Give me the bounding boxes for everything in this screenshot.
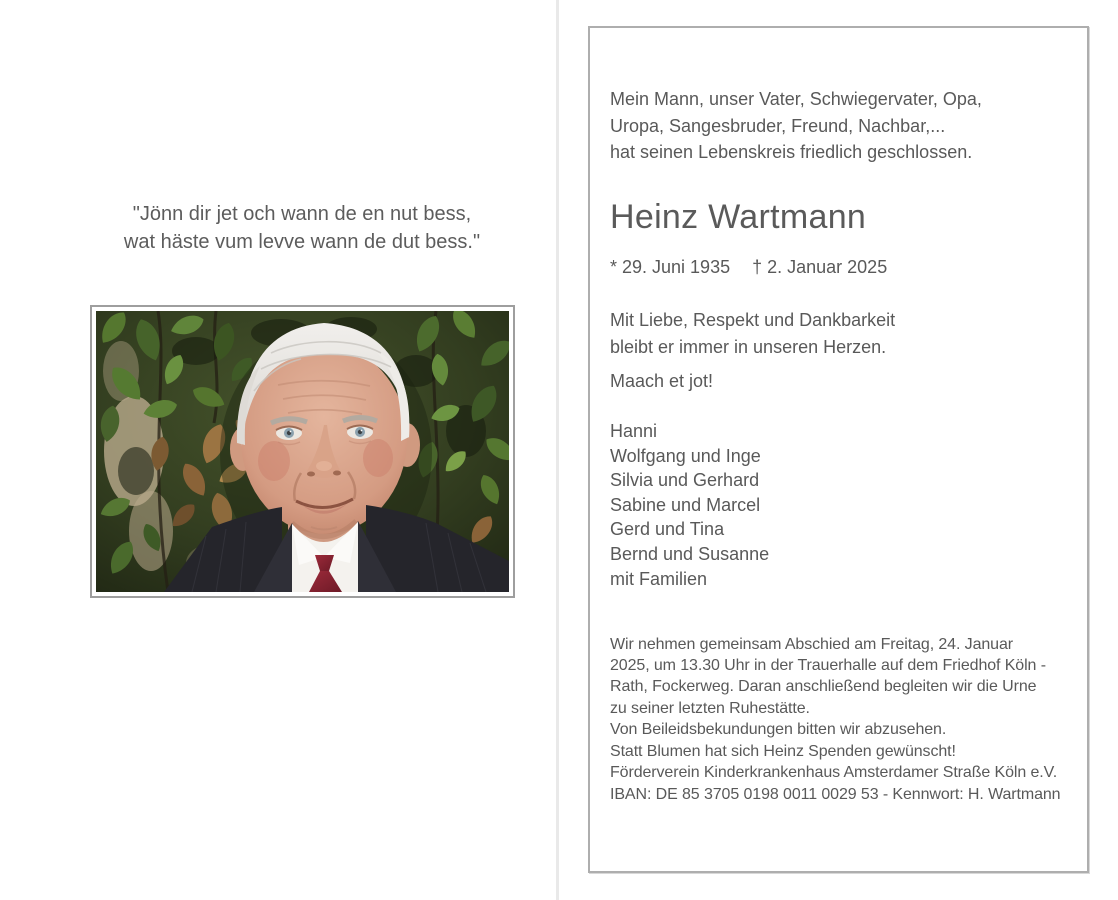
mourner-name: Bernd und Susanne (610, 543, 770, 564)
life-dates (610, 257, 1080, 278)
death-date: † 2. Januar 2025 (752, 257, 888, 277)
tribute-line-2: bleibt er immer in unseren Herzen. (610, 336, 887, 357)
funeral-line-2: 2025, um 13.30 Uhr in der Trauerhalle auf dem Friedhof Köln - (610, 657, 1046, 675)
funeral-line-4: zu seiner letzten Ruhestätte. (610, 699, 810, 717)
deceased-name: Heinz Wartmann (610, 198, 867, 236)
mourner-name: Hanni (610, 421, 658, 441)
tribute-text (610, 307, 1080, 360)
mourner-name: Wolfgang und Inge (610, 445, 761, 466)
mourner-name: Gerd und Tina (610, 519, 725, 540)
quote-line-2: wat häste vum levve wann de dut bess." (123, 230, 481, 253)
quote-line-1: "Jönn dir jet och wann de en nut bess, (132, 203, 472, 225)
intro-line-2: Uropa, Sangesbruder, Freund, Nachbar,... (610, 115, 946, 136)
birth-date: * 29. Juni 1935 (610, 257, 731, 277)
funeral-details (610, 634, 1080, 740)
deceased-portrait-image (96, 311, 509, 592)
donation-details (610, 741, 1080, 805)
left-page (0, 0, 556, 900)
intro-text (610, 86, 1080, 166)
donation-line-3: IBAN: DE 85 3705 0198 0011 0029 53 - Kennwort: H. Wartmann (610, 785, 1061, 803)
mourner-name: mit Familien (610, 568, 708, 589)
donation-line-1: Statt Blumen hat sich Heinz Spenden gewünscht! (610, 743, 956, 760)
tribute-line-1: Mit Liebe, Respekt und Dankbarkeit (610, 310, 896, 330)
dialect-quote (88, 201, 516, 256)
funeral-line-3: Rath, Fockerweg. Daran anschließend begleiten wir die Urne (610, 678, 1037, 696)
mourner-name: Silvia und Gerhard (610, 470, 760, 491)
card-fold-divider (556, 0, 559, 900)
memorial-card (588, 26, 1089, 873)
mourner-name: Sabine und Marcel (610, 494, 761, 515)
intro-line-3: hat seinen Lebenskreis friedlich geschlossen. (610, 142, 973, 162)
intro-line-1: Mein Mann, unser Vater, Schwiegervater, Opa, (610, 89, 982, 109)
funeral-line-1: Wir nehmen gemeinsam Abschied am Freitag, 24. Januar (610, 636, 1013, 653)
farewell-phrase: Maach et jot! (610, 371, 714, 391)
donation-line-2: Förderverein Kinderkrankenhaus Amsterdamer Straße Köln e.V. (610, 764, 1058, 782)
mourners-list (610, 419, 1080, 591)
portrait-photo (90, 305, 515, 598)
funeral-line-5: Von Beileidsbekundungen bitten wir abzusehen. (610, 720, 947, 738)
